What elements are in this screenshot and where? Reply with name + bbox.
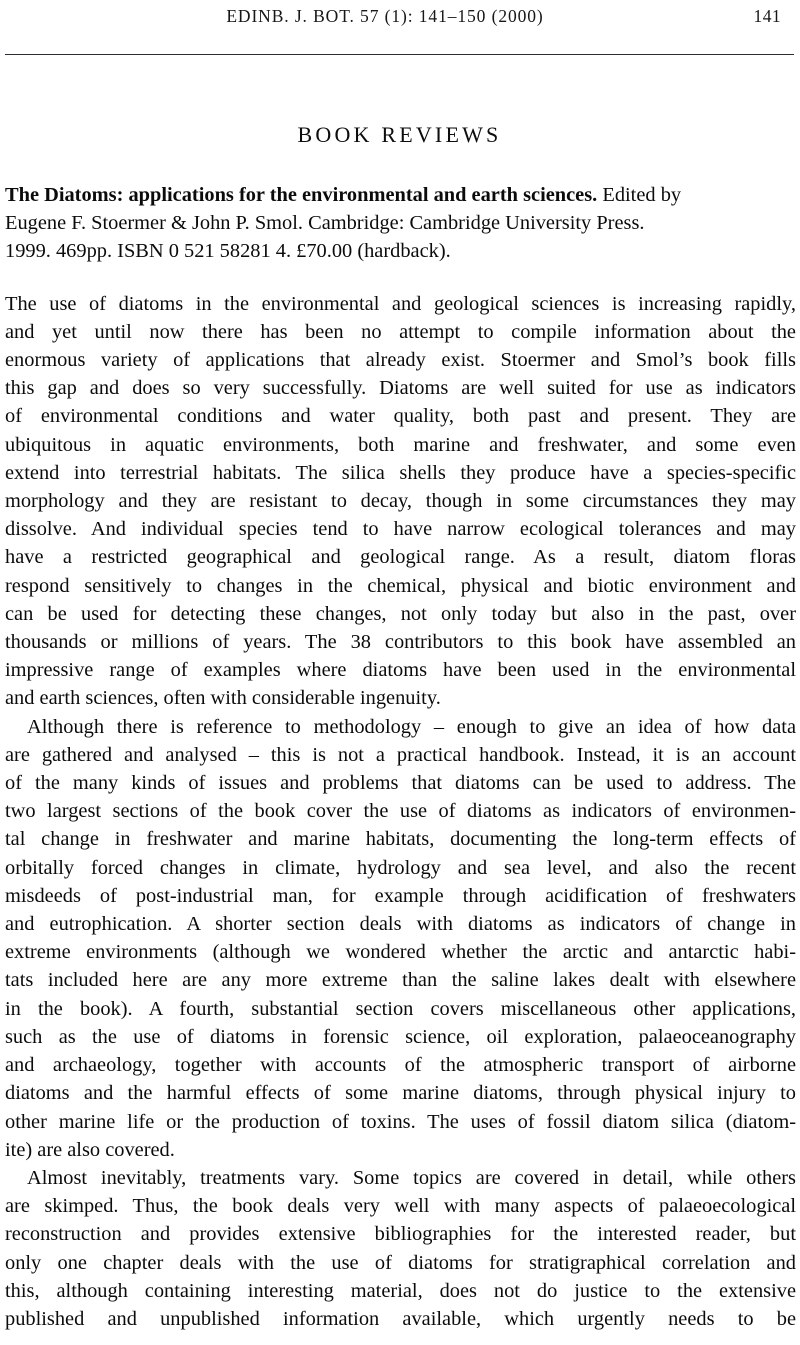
header-rule bbox=[5, 54, 794, 55]
text-line: and yet until now there has been no attempt to compile information about the bbox=[5, 320, 796, 343]
citation-editors-lead: Edited by bbox=[597, 184, 682, 206]
text-line: other marine life or the production of toxins. The uses of fossil diatom silica (diatom- bbox=[5, 1110, 796, 1133]
page-title: BOOK REVIEWS bbox=[297, 122, 502, 147]
book-title: The Diatoms: applications for the environmental and earth sciences. bbox=[5, 184, 598, 206]
text-line: and archaeology, together with accounts of the atmospheric transport of airborne bbox=[5, 1054, 796, 1077]
text-line: tats included here are any more extreme than the saline lakes dealt with elsewhere bbox=[5, 969, 796, 992]
text-line: dissolve. And individual species tend to have narrow ecological tolerances and may bbox=[5, 518, 796, 541]
text-line: impressive range of examples where diatoms have been used in the environmental bbox=[5, 659, 796, 682]
text-line: and earth sciences, often with considerable ingenuity. bbox=[5, 687, 441, 710]
text-line: ubiquitous in aquatic environments, both marine and freshwater, and some even bbox=[5, 433, 796, 456]
text-line: published and unpublished information available, which urgently needs to be bbox=[5, 1307, 796, 1330]
citation-line bbox=[5, 181, 796, 209]
text-line: in the book). A fourth, substantial section covers miscellaneous other applications, bbox=[5, 997, 796, 1020]
text-line: morphology and they are resistant to decay, though in some circumstances they may bbox=[5, 490, 796, 513]
text-line: The use of diatoms in the environmental and geological sciences is increasing rapidly, bbox=[5, 292, 796, 315]
text-line: reconstruction and provides extensive bibliographies for the interested reader, but bbox=[5, 1223, 796, 1246]
text-line: orbitally forced changes in climate, hydrology and sea level, and also the recent bbox=[5, 856, 796, 879]
text-line: diatoms and the harmful effects of some marine diatoms, through physical injury to bbox=[5, 1082, 796, 1105]
text-line: respond sensitively to changes in the chemical, physical and biotic environment and bbox=[5, 574, 796, 597]
text-line: extreme environments (although we wondered whether the arctic and antarctic habi- bbox=[5, 941, 796, 964]
text-line: thousands or millions of years. The 38 contributors to this book have assembled an bbox=[5, 631, 796, 654]
text-line: only one chapter deals with the use of diatoms for stratigraphical correlation and bbox=[5, 1251, 796, 1274]
text-line: enormous variety of applications that already exist. Stoermer and Smol’s book fills bbox=[5, 349, 796, 372]
text-line: Although there is reference to methodology – enough to give an idea of how data bbox=[27, 715, 796, 738]
text-line: this gap and does so very successfully. Diatoms are well suited for use as indicators bbox=[5, 377, 796, 400]
running-header bbox=[5, 6, 794, 28]
text-line: Almost inevitably, treatments vary. Some topics are covered in detail, while others bbox=[27, 1166, 796, 1189]
text-line: have a restricted geographical and geological range. As a result, diatom floras bbox=[5, 546, 796, 569]
text-line: tal change in freshwater and marine habitats, documenting the long-term effects of bbox=[5, 828, 796, 851]
text-line: and eutrophication. A shorter section deals with diatoms as indicators of change in bbox=[5, 913, 796, 936]
text-line: this, although containing interesting material, does not do justice to the extensive bbox=[5, 1279, 796, 1302]
text-line: ite) are also covered. bbox=[5, 1138, 175, 1161]
text-line: can be used for detecting these changes, not only today but also in the past, over bbox=[5, 602, 796, 625]
review-paragraph-2 bbox=[5, 713, 796, 1164]
text-line: of environmental conditions and water quality, both past and present. They are bbox=[5, 405, 796, 428]
text-column bbox=[5, 181, 796, 1333]
text-line: extend into terrestrial habitats. The silica shells they produce have a species-specific bbox=[5, 461, 796, 484]
text-line: are gathered and analysed – this is not a practical handbook. Instead, it is an account bbox=[5, 743, 796, 766]
book-citation bbox=[5, 181, 796, 266]
text-line: such as the use of diatoms in forensic science, oil exploration, palaeoceanography bbox=[5, 1025, 796, 1048]
citation-line: Eugene F. Stoermer & John P. Smol. Cambridge: Cambridge University Press. bbox=[5, 212, 645, 235]
review-paragraph-3 bbox=[5, 1164, 796, 1333]
review-paragraph-1 bbox=[5, 290, 796, 713]
citation-line: 1999. 469pp. ISBN 0 521 58281 4. £70.00 (hardback). bbox=[5, 240, 451, 263]
page-number: 141 bbox=[753, 6, 781, 26]
text-line: of the many kinds of issues and problems that diatoms can be used to address. The bbox=[5, 772, 796, 795]
text-line: misdeeds of post-industrial man, for example through acidification of freshwaters bbox=[5, 884, 796, 907]
journal-reference: EDINB. J. BOT. 57 (1): 141–150 (2000) bbox=[226, 6, 544, 26]
text-line: are skimped. Thus, the book deals very well with many aspects of palaeoecological bbox=[5, 1195, 796, 1218]
text-line: two largest sections of the book cover the use of diatoms as indicators of environmen- bbox=[5, 800, 796, 823]
